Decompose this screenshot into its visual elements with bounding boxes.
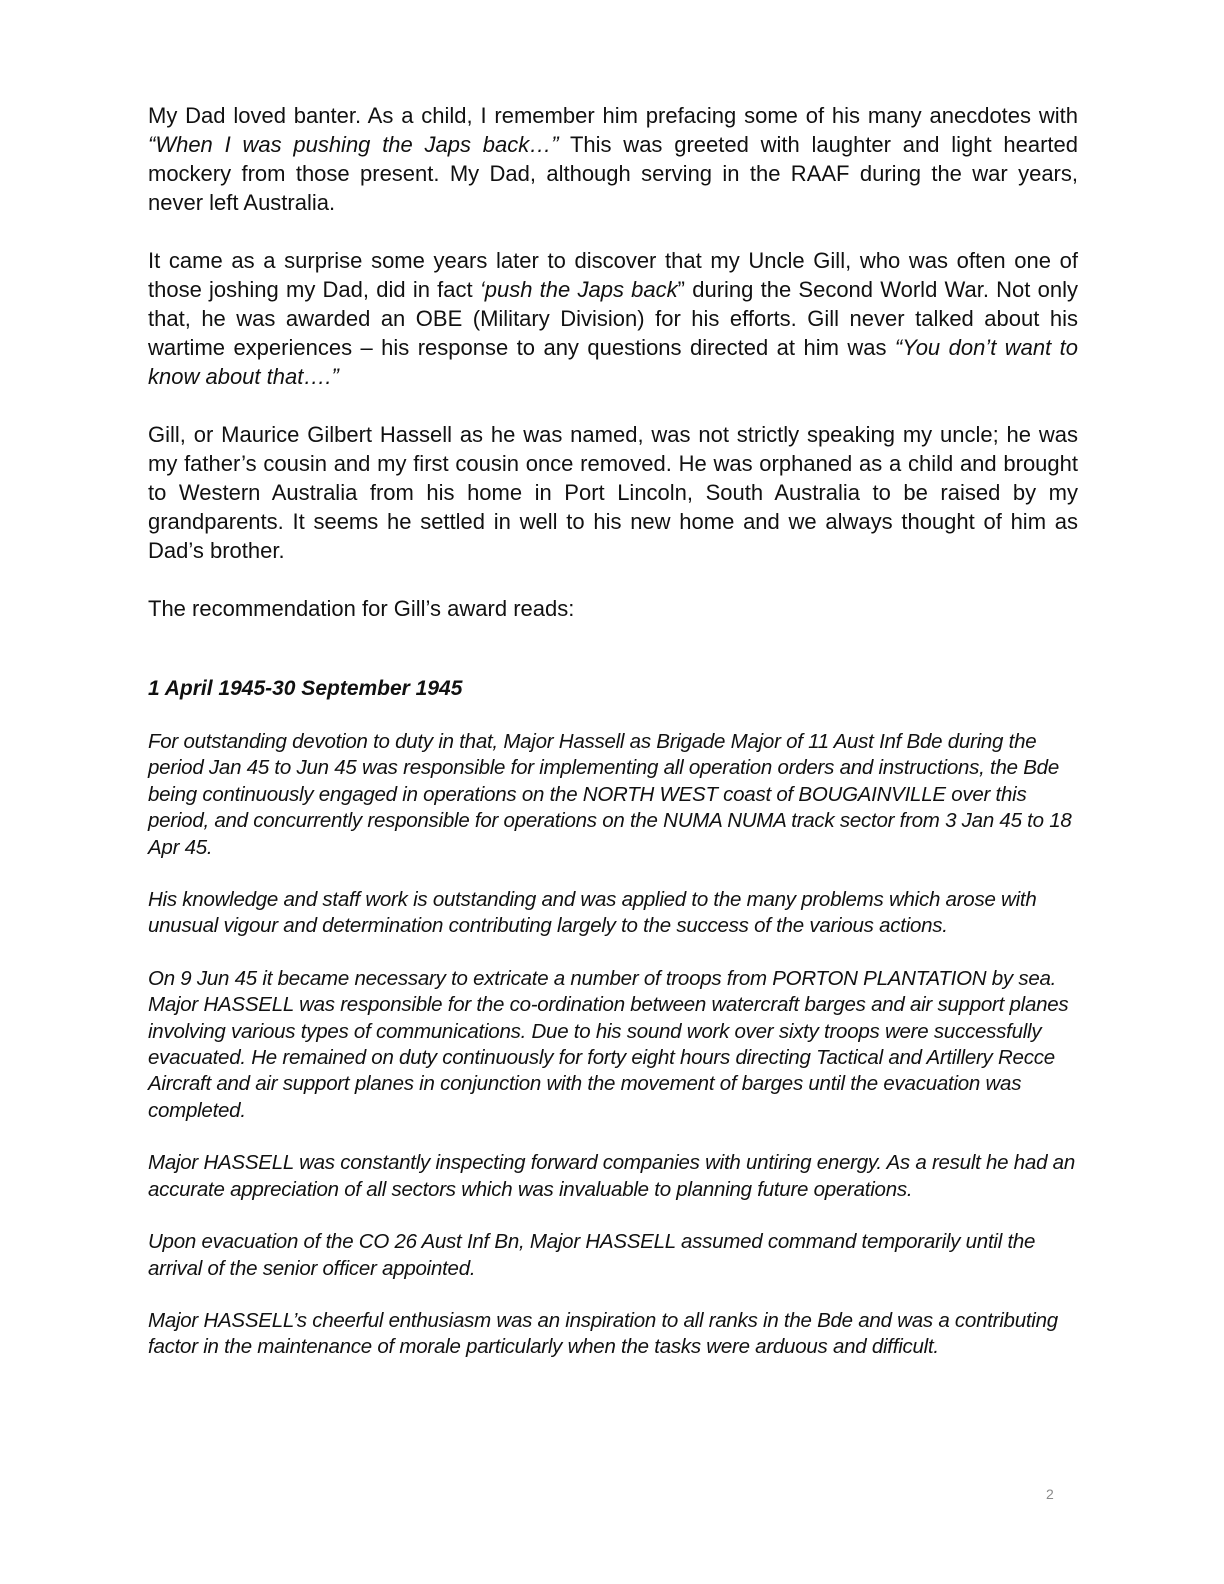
citation-paragraph: His knowledge and staff work is outstanding and was applied to the many problems which arose with unusual vigour and determination contributing largely to the success of the various actions. (148, 888, 1037, 938)
intro-paragraph-4: The recommendation for Gill’s award reads: (148, 596, 575, 621)
document-page (148, 101, 1078, 1387)
intro-paragraph-1 (148, 101, 1078, 217)
citation-paragraph: Upon evacuation of the CO 26 Aust Inf Bn, Major HASSELL assumed command temporarily until the arrival of the senior officer appointed. (148, 1230, 1036, 1280)
citation-paragraph: For outstanding devotion to duty in that, Major Hassell as Brigade Major of 11 Aust Inf Bde during the period Jan 45 to Jun 45 was responsible for implementing all operation orders and instructions, the Bde being continuously engaged in operations on the NORTH WEST coast of BOUGAINVILLE over this period, and concurrently responsible for operations on the NUMA NUMA track sector from 3 Jan 45 to 18 Apr 45. (148, 730, 1072, 859)
citation-paragraph: On 9 Jun 45 it became necessary to extricate a number of troops from PORTON PLANTATION by sea. Major HASSELL was responsible for the co-ordination between watercraft barges and air support planes involving various types of communications. Due to his sound work over sixty troops were successfully evacuated. He remained on duty continuously for forty eight hours directing Tactical and Artillery Recce Aircraft and air support planes in conjunction with the movement of barges until the evacuation was completed. (148, 966, 1069, 1122)
citation-paragraph: Major HASSELL was constantly inspecting forward companies with untiring energy. As a result he had an accurate appreciation of all sectors which was invaluable to planning future operations. (148, 1151, 1075, 1201)
intro-paragraph-2 (148, 246, 1078, 391)
intro-text: ” during the Second World War. Not only that, he was awarded an OBE (Military Division) for his efforts. Gill never talked about his wartime experiences – his response to any questions directed at him was (148, 277, 1078, 360)
intro-text: My Dad loved banter. As a child, I remember him prefacing some of his many anecdotes with (148, 103, 1078, 128)
page-number: 2 (1046, 1486, 1054, 1502)
award-citation (148, 676, 1078, 1361)
citation-period: 1 April 1945-30 September 1945 (148, 677, 463, 700)
intro-text: This was greeted with laughter and light hearted mockery from those present. My Dad, although serving in the RAAF during the war years, never left Australia. (148, 132, 1078, 215)
quote-text: “When I was pushing the Japs back…” (148, 132, 559, 157)
intro-text: It came as a surprise some years later to discover that my Uncle Gill, who was often one of those joshing my Dad, did in fact (148, 248, 1078, 302)
intro-section (148, 101, 1078, 623)
citation-paragraph: Major HASSELL’s cheerful enthusiasm was an inspiration to all ranks in the Bde and was a contributing factor in the maintenance of morale particularly when the tasks were arduous and difficult. (148, 1308, 1058, 1359)
intro-paragraph-3: Gill, or Maurice Gilbert Hassell as he was named, was not strictly speaking my uncle; he was my father’s cousin and my first cousin once removed. He was orphaned as a child and brought to Western Australia from his home in Port Lincoln, South Australia to be raised by my grandparents. It seems he settled in well to his new home and we always thought of him as Dad’s brother. (148, 422, 1078, 563)
quote-text: ‘push the Japs back (479, 277, 678, 302)
quote-text: “You don’t want to know about that….” (148, 335, 1078, 389)
